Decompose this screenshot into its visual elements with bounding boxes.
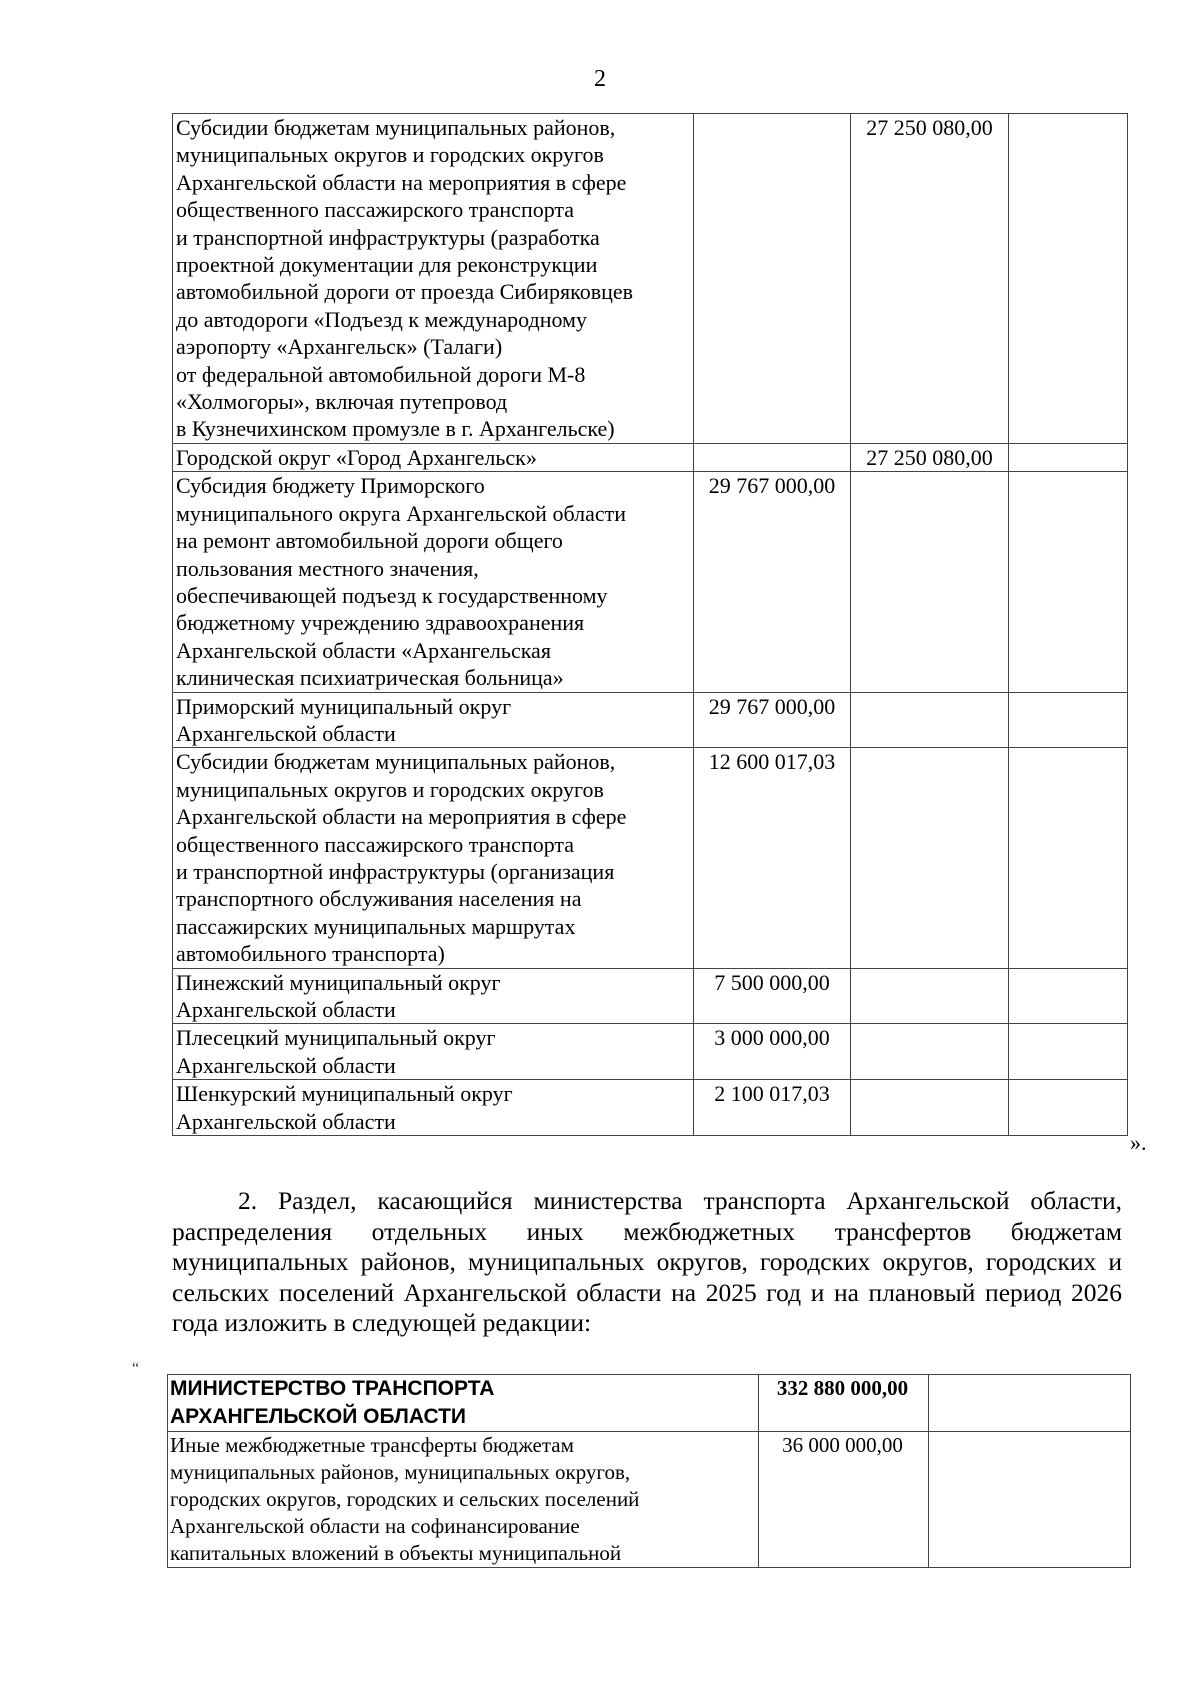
amount-2027-cell <box>1009 114 1128 444</box>
description-line: автомобильной дороги от проезда Сибиряковцев <box>176 279 634 305</box>
description-line: Архангельской области <box>176 997 396 1022</box>
amount-2026-cell <box>929 1432 1131 1568</box>
amount-2026-cell: 27 250 080,00 <box>851 114 1009 444</box>
description-line: в Кузнечихинском промузле в г. Архангельске) <box>176 416 615 442</box>
description-line: Шенкурский муниципальный округ <box>176 1081 513 1107</box>
description-line: Архангельской области «Архангельская <box>176 637 551 663</box>
description-line: Архангельской области <box>176 1052 396 1078</box>
description-line: бюджетному учреждению здравоохранения <box>176 610 585 636</box>
description-line: пользования местного значения, <box>176 555 479 581</box>
description-line: Архангельской области <box>176 720 396 746</box>
description-cell <box>173 1080 694 1136</box>
amount-2027-cell <box>1009 1024 1128 1080</box>
amount-2027-cell <box>1009 748 1128 968</box>
amount-2027-cell <box>1009 692 1128 748</box>
table-row <box>173 114 1128 444</box>
table-row <box>173 692 1128 748</box>
opening-quote: “ <box>132 1360 140 1377</box>
amount-2026-cell <box>851 1024 1009 1080</box>
amount-2025-cell: 29 767 000,00 <box>694 472 851 692</box>
description-line: и транспортной инфраструктуры (разработка <box>176 224 600 250</box>
description-line: Архангельской области на софинансирование <box>170 1514 580 1538</box>
amount-2026-cell <box>851 968 1009 1024</box>
amount-2027-cell <box>1009 968 1128 1024</box>
description-line: клиническая психиатрическая больница» <box>176 665 564 691</box>
closing-quote: ». <box>1130 1130 1147 1155</box>
description-cell <box>173 748 694 968</box>
description-line: Субсидии бюджетам муниципальных районов, <box>176 115 616 140</box>
description-line: АРХАНГЕЛЬСКОЙ ОБЛАСТИ <box>170 1405 467 1428</box>
page-number: 2 <box>594 66 606 92</box>
description-line: пассажирских муниципальных маршрутах <box>176 913 576 939</box>
description-line: от федеральной автомобильной дороги М-8 <box>176 361 586 387</box>
amount-2026-cell <box>851 748 1009 968</box>
description-line: общественного пассажирского транспорта <box>176 197 575 223</box>
description-line: проектной документации для реконструкции <box>176 252 598 278</box>
table-row <box>168 1375 1131 1432</box>
amount-2025-cell: 29 767 000,00 <box>694 692 851 748</box>
amount-2026-cell: 27 250 080,00 <box>851 443 1009 471</box>
description-cell <box>173 692 694 748</box>
paragraph-line: округов, городских и сельских поселений Архангельской области на 2025 год <box>172 1247 1123 1307</box>
paragraph-line: бюджетам муниципальных районов, муниципальных округов, городских <box>172 1216 1123 1276</box>
amount-2025-cell: 7 500 000,00 <box>694 968 851 1024</box>
description-line: Плесецкий муниципальный округ <box>176 1025 496 1051</box>
description-line: Иные межбюджетные трансферты бюджетам <box>170 1433 574 1457</box>
paragraph-line: области, распределения отдельных иных межбюджетных трансфертов <box>172 1186 1123 1246</box>
description-line: МИНИСТЕРСТВО ТРАНСПОРТА <box>170 1377 495 1400</box>
description-line: аэропорту «Архангельск» (Талаги) <box>176 334 503 360</box>
amount-2026-cell <box>851 692 1009 748</box>
description-cell <box>173 114 694 444</box>
description-line: муниципального округа Архангельской области <box>176 500 626 526</box>
table-row <box>168 1432 1131 1568</box>
description-line: капитальных вложений в объекты муниципальной <box>170 1541 622 1565</box>
amount-2026-cell <box>851 1080 1009 1136</box>
description-line: Субсидии бюджетам муниципальных районов, <box>176 749 616 775</box>
description-line: «Холмогоры», включая путепровод <box>176 389 508 415</box>
amount-2025-cell: 332 880 000,00 <box>759 1375 929 1432</box>
table-row <box>173 1024 1128 1080</box>
description-line: муниципальных округов и городских округов <box>176 142 604 168</box>
description-cell <box>168 1432 759 1568</box>
description-line: Субсидия бюджету Приморского <box>176 473 485 499</box>
table-row <box>173 472 1128 692</box>
amount-2026-cell <box>929 1375 1131 1432</box>
description-line: Пинежский муниципальный округ <box>176 969 501 995</box>
table-row <box>173 748 1128 968</box>
ministry-table <box>167 1374 1131 1568</box>
description-line: муниципальных округов и городских округов <box>176 776 604 802</box>
amount-2025-cell <box>694 114 851 444</box>
amount-2025-cell <box>694 443 851 471</box>
description-line: автомобильного транспорта) <box>176 941 445 967</box>
description-line: обеспечивающей подъезд к государственному <box>176 582 608 608</box>
description-cell <box>173 443 694 471</box>
amount-2027-cell <box>1009 472 1128 692</box>
paragraph-line: 2. Раздел, касающийся министерства транспорта Архангельской <box>238 1186 1010 1215</box>
description-line: муниципальных районов, муниципальных округов, <box>170 1460 631 1484</box>
description-line: общественного пассажирского транспорта <box>176 831 575 857</box>
description-cell <box>173 968 694 1024</box>
description-cell <box>173 1024 694 1080</box>
description-cell <box>168 1375 759 1432</box>
description-line: Приморский муниципальный округ <box>176 693 512 719</box>
paragraph-line: и на плановый период 2026 года изложить в следующей редакции: <box>172 1277 1122 1337</box>
amount-2025-cell: 12 600 017,03 <box>694 748 851 968</box>
description-cell <box>173 472 694 692</box>
amount-2025-cell: 2 100 017,03 <box>694 1080 851 1136</box>
description-line: городских округов, городских и сельских поселений <box>170 1487 640 1511</box>
description-line: до автодороги «Подъезд к международному <box>176 306 587 332</box>
description-line: транспортного обслуживания населения на <box>176 886 582 912</box>
description-line: Архангельской области на мероприятия в сфере <box>176 804 627 830</box>
amount-2025-cell: 3 000 000,00 <box>694 1024 851 1080</box>
budget-table <box>172 113 1128 1136</box>
description-line: Городской округ «Город Архангельск» <box>176 444 537 470</box>
description-line: на ремонт автомобильной дороги общего <box>176 528 563 554</box>
table-row <box>173 1080 1128 1136</box>
table-row <box>173 443 1128 471</box>
body-paragraph <box>172 1186 1122 1339</box>
amount-2027-cell <box>1009 443 1128 471</box>
description-line: Архангельской области <box>176 1108 396 1134</box>
amount-2027-cell <box>1009 1080 1128 1136</box>
amount-2025-cell: 36 000 000,00 <box>759 1432 929 1568</box>
amount-2026-cell <box>851 472 1009 692</box>
description-line: и транспортной инфраструктуры (организация <box>176 858 615 884</box>
description-line: Архангельской области на мероприятия в сфере <box>176 169 627 195</box>
table-row <box>173 968 1128 1024</box>
